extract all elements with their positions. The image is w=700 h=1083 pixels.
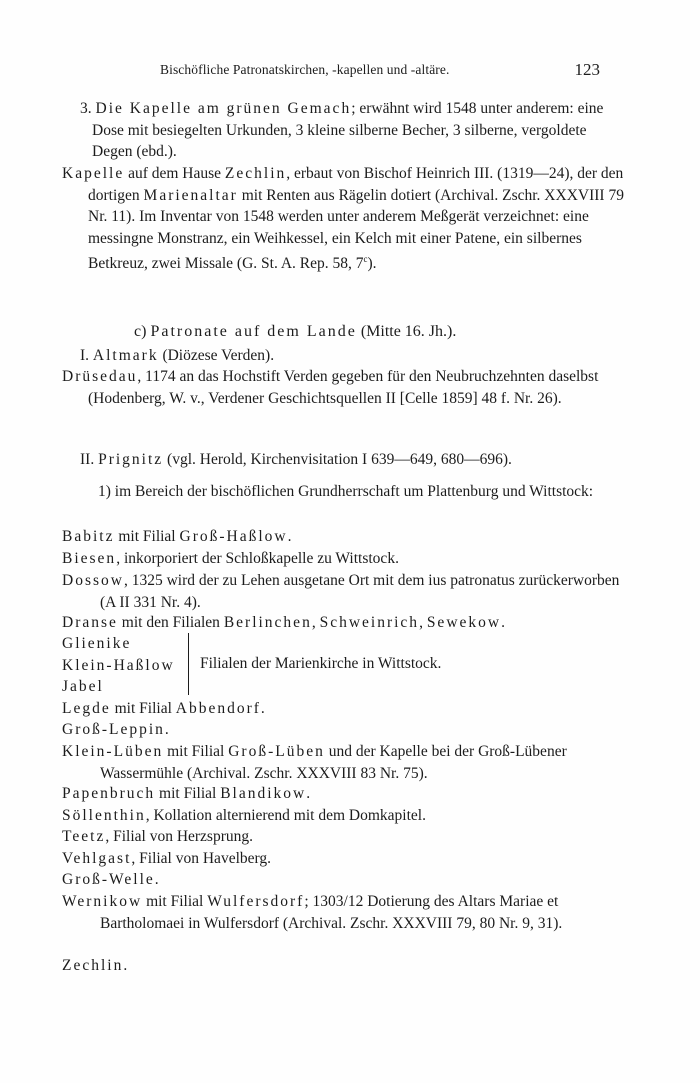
entry-name: Dranse bbox=[62, 614, 118, 631]
entry-name: Klein-Haßlow bbox=[62, 657, 175, 674]
entry-text: , erbaut von Bischof Heinrich III. (1319—24), der den dortigen bbox=[88, 165, 624, 204]
list-item: Groß-Welle. bbox=[62, 871, 159, 888]
entry-name: Klein-Lüben bbox=[62, 743, 164, 760]
entry-text: auf dem Hause bbox=[124, 165, 225, 182]
entry-text: , Filial von Havelberg. bbox=[131, 850, 272, 867]
entry-filial: Sewekow bbox=[426, 614, 502, 631]
entry-name: Dossow bbox=[62, 572, 124, 589]
entry-altar: Marienaltar bbox=[143, 186, 238, 204]
list-item: Groß-Leppin. bbox=[62, 721, 169, 738]
item-number: 3. bbox=[80, 100, 92, 117]
entry-name: Jabel bbox=[62, 678, 104, 695]
entry-filial: Schweinrich bbox=[319, 614, 420, 631]
entry-text: ; 1303/12 Dotierung des Altars Mariae et Bartholomaei in Wulfersdorf (Archival. Zschr. XXXVIII 79, 80 Nr. 9, 31). bbox=[100, 893, 563, 932]
list-item bbox=[62, 848, 271, 870]
region-note: (vgl. Herold, Kirchenvisitation I 639—649, 680—696). bbox=[163, 451, 512, 468]
list-item bbox=[62, 548, 399, 570]
superscript: c bbox=[363, 254, 368, 264]
region-name: Altmark bbox=[92, 347, 159, 364]
entry-name: Vehlgast bbox=[62, 850, 132, 867]
entry-name: Papenbruch bbox=[62, 785, 156, 802]
entry-text: mit Filial bbox=[155, 785, 221, 802]
entry-text: , 1174 an das Hochstift Verden gegeben für den Neubruchzehnten daselbst (Hodenberg, W. v., Verdener Geschichtsquellen II [Celle 1859] 48 f. Nr. 26). bbox=[88, 368, 599, 407]
section-note: (Mitte 16. Jh.). bbox=[356, 323, 457, 340]
list-item: Dranse mit den Filialen Berlinchen, Schweinrich, Sewekow. bbox=[62, 614, 505, 631]
entry-text: mit Filial bbox=[110, 700, 176, 717]
entry-kapelle-zechlin bbox=[62, 163, 626, 275]
entry-text: mit Filial bbox=[163, 743, 229, 760]
list-item: Babitz mit Filial Groß-Haßlow. bbox=[62, 528, 292, 545]
entry-place: Zechlin bbox=[224, 165, 287, 182]
entry-text: , inkorporiert der Schloßkapelle zu Wittstock. bbox=[116, 550, 399, 567]
entry-text: und der Kapelle bei der Groß-Lübener Wassermühle (Archival. Zschr. XXXVIII 83 Nr. 75). bbox=[100, 743, 567, 782]
entry-kapelle-gruenes-gemach bbox=[80, 98, 612, 163]
section-label: c) bbox=[134, 323, 151, 340]
entry-text: ; erwähnt wird 1548 unter anderem: eine Dose mit besiegelten Urkunden, 3 kleine silberne Becher, 3 silberne, vergoldete Degen (ebd.). bbox=[92, 100, 604, 160]
region-altmark bbox=[80, 345, 600, 367]
entry-name: Zechlin bbox=[62, 957, 124, 974]
entry-filial: Abbendorf bbox=[175, 700, 261, 717]
brace-note: Filialen der Marienkirche in Wittstock. bbox=[200, 655, 442, 672]
list-item bbox=[62, 676, 104, 698]
list-item bbox=[62, 655, 175, 677]
entry-text: mit Filial bbox=[142, 893, 208, 910]
entry-name: Teetz bbox=[62, 828, 106, 845]
entry-text: , Filial von Herzsprung. bbox=[105, 828, 254, 845]
entry-name: Legde bbox=[62, 700, 111, 717]
entry-name: Glienike bbox=[62, 635, 132, 652]
section-heading-c bbox=[134, 321, 600, 343]
list-item bbox=[62, 570, 638, 613]
page-number: 123 bbox=[574, 60, 600, 79]
entry-name: Kapelle bbox=[62, 165, 125, 182]
entry-name: Babitz bbox=[62, 528, 115, 545]
entry-name: Die Kapelle am grünen Gemach bbox=[95, 100, 352, 117]
entry-filial: Wulfersdorf bbox=[207, 893, 305, 910]
entry-filial: Groß-Haßlow bbox=[179, 528, 288, 545]
entry-druesedau bbox=[62, 366, 626, 409]
entry-name: Drüsedau bbox=[62, 368, 138, 385]
entry-text: ). bbox=[367, 255, 377, 273]
entry-name: Söllenthin bbox=[62, 807, 146, 824]
list-item bbox=[62, 891, 638, 934]
entry-text: , Kollation alternierend mit dem Domkapitel. bbox=[145, 807, 426, 824]
list-item bbox=[62, 633, 131, 655]
brace-bracket bbox=[188, 633, 195, 695]
header-title: Bischöfliche Patronatskirchen, -kapellen und -altäre. bbox=[160, 62, 450, 77]
entry-text: , 1325 wird der zu Lehen ausgetane Ort mit dem ius patronatus zurückerworben (A II 331 Nr. 4). bbox=[100, 572, 620, 611]
region-number: I. bbox=[80, 347, 93, 364]
list-item: Papenbruch mit Filial Blandikow. bbox=[62, 785, 311, 802]
entry-text: mit den Filialen bbox=[117, 614, 224, 631]
region-number: II. bbox=[80, 451, 99, 468]
entry-text: mit Renten aus Rägelin dotiert (Archival. Zschr. XXXVIII 79 Nr. 11). Im Inventar von 1548 werden unter anderem Meßgerät verzeichnet: eine messingne Monstranz, ein Weihkessel, ein Kelch mit einer Patene, ein silbernes Betkreuz, zwei Missale (G. St. A. Rep. 58, 7 bbox=[88, 186, 624, 273]
subsection-1 bbox=[98, 481, 618, 503]
running-header bbox=[160, 60, 600, 82]
list-item bbox=[62, 805, 426, 827]
region-note: (Diözese Verden). bbox=[158, 347, 275, 364]
list-item bbox=[62, 741, 638, 784]
region-prignitz bbox=[80, 449, 600, 471]
entry-name: Groß-Welle bbox=[62, 871, 155, 888]
list-item: Legde mit Filial Abbendorf. bbox=[62, 700, 265, 717]
entry-text: mit Filial bbox=[114, 528, 180, 545]
entry-name: Wernikow bbox=[62, 893, 143, 910]
section-title: Patronate auf dem Lande bbox=[150, 323, 357, 340]
entry-name: Groß-Leppin bbox=[62, 721, 165, 738]
list-item: Zechlin. bbox=[62, 957, 128, 974]
region-name: Prignitz bbox=[98, 451, 164, 468]
entry-name: Biesen bbox=[62, 550, 117, 567]
subsection-text: 1) im Bereich der bischöflichen Grundherrschaft um Plattenburg und Wittstock: bbox=[98, 483, 594, 500]
entry-filial: Blandikow bbox=[220, 785, 307, 802]
entry-filial: Berlinchen bbox=[223, 614, 312, 631]
list-item bbox=[62, 826, 253, 848]
entry-filial: Groß-Lüben bbox=[228, 743, 325, 760]
